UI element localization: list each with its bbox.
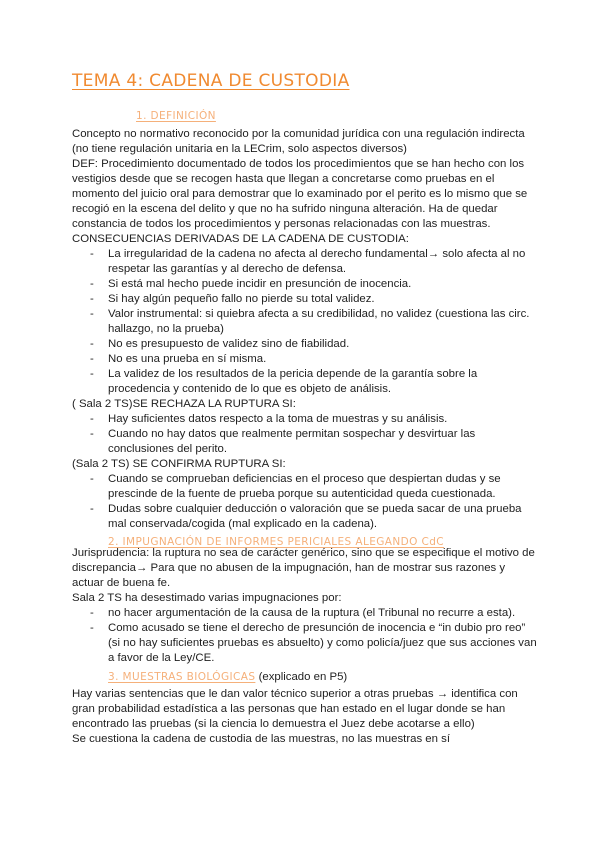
definition-line: constancia de todos los procedimientos y personas relacionadas con las muestras. — [72, 218, 491, 230]
page-title: TEMA 4: CADENA DE CUSTODIA — [72, 71, 350, 91]
concept-line: Concepto no normativo reconocido por la comunidad jurídica con una regulación indirecta — [72, 128, 525, 140]
samples-line: encontrado las pruebas (si la ciencia lo demuestra el Juez debe acotarse a ello) — [72, 718, 475, 730]
rejects-rupture-heading: ( Sala 2 TS)SE RECHAZA LA RUPTURA SI: — [72, 398, 296, 410]
samples-block — [72, 687, 542, 747]
list-item: - Valor instrumental: si quiebra afecta a su credibilidad, no validez (cuestiona las circ. hallazgo, no la prueba) — [72, 307, 542, 337]
samples-line: gran probabilidad estadística a las personas que han estado en el lugar donde se han — [72, 703, 506, 715]
list-item: - Si está mal hecho puede incidir en presunción de inocencia. — [72, 277, 542, 292]
confirms-rupture-list — [72, 472, 542, 532]
definition-line: vestigios desde que se recogen hasta que llegan a concretarse como pruebas en el — [72, 173, 495, 185]
list-item: - Como acusado se tiene el derecho de presunción de inocencia e “in dubio pro reo” (si no hay suficientes pruebas es absuelto) y como policía/juez que sus acciones van a favor de la Ley/CE. — [72, 621, 542, 666]
list-item: - La validez de los resultados de la pericia depende de la garantía sobre la procedencia y contenido de lo que es objeto de análisis. — [72, 367, 542, 397]
confirms-rupture-heading: (Sala 2 TS) SE CONFIRMA RUPTURA SI: — [72, 458, 286, 470]
section-heading-muestras: 3. MUESTRAS BIOLÓGICAS — [108, 671, 256, 683]
definition-line: recogió en la escena del delito y que no ha sufrido ninguna alteración. Ha de quedar — [72, 203, 498, 215]
list-item: - No es una prueba en sí misma. — [72, 352, 542, 367]
dismissed-heading: Sala 2 TS ha desestimado varias impugnaciones por: — [72, 592, 342, 604]
definition-line: momento del juicio oral para demostrar que lo examinado por el perito es lo mismo que se — [72, 188, 528, 200]
section-heading-impugnacion: 2. IMPUGNACIÓN DE INFORMES PERICIALES ALEGANDO CdC — [108, 536, 445, 548]
consequences-heading: CONSECUENCIAS DERIVADAS DE LA CADENA DE CUSTODIA: — [72, 233, 409, 245]
section-heading-definicion: 1. DEFINICIÓN — [136, 110, 216, 122]
definition-line: DEF: Procedimiento documentado de todos los procedimientos que se han hecho con los — [72, 158, 525, 170]
list-item: - Cuando se comprueban deficiencias en el proceso que despiertan dudas y se prescinde de la fuente de prueba porque su autenticidad queda cuestionada. — [72, 472, 542, 502]
samples-line: Hay varias sentencias que le dan valor técnico superior a otras pruebas → identifica con — [72, 688, 518, 700]
section-note: (explicado en P5) — [258, 671, 348, 683]
list-item: - Cuando no hay datos que realmente permitan sospechar y desvirtuar las conclusiones del perito. — [72, 427, 542, 457]
list-item: - Dudas sobre cualquier deducción o valoración que se pueda sacar de una prueba mal conservada/cogida (mal explicado en la cadena). — [72, 502, 542, 532]
jurisprudence-line: Jurisprudencia: la ruptura no sea de carácter genérico, sino que se especifique el motivo de — [72, 547, 535, 559]
jurisprudence-line: discrepancia→ Para que no abusen de la impugnación, han de mostrar sus razones y — [72, 562, 506, 574]
definition-block — [72, 127, 542, 550]
impugnation-block — [72, 546, 542, 685]
jurisprudence-line: actuar de buena fe. — [72, 577, 171, 589]
consequences-list — [72, 247, 542, 397]
concept-line: (no tiene regulación unitaria en la LECrim, solo aspectos diversos) — [72, 143, 407, 155]
list-item: - Si hay algún pequeño fallo no pierde su total validez. — [72, 292, 542, 307]
list-item: - no hacer argumentación de la causa de la ruptura (el Tribunal no recurre a esta). — [72, 606, 542, 621]
list-item: - No es presupuesto de validez sino de fiabilidad. — [72, 337, 542, 352]
dismissed-list — [72, 606, 542, 666]
rejects-rupture-list — [72, 412, 542, 457]
list-item: - La irregularidad de la cadena no afecta al derecho fundamental→ solo afecta al no respetar las garantías y al derecho de defensa. — [72, 247, 542, 277]
list-item: - Hay suficientes datos respecto a la toma de muestras y su análisis. — [72, 412, 542, 427]
samples-line: Se cuestiona la cadena de custodia de las muestras, no las muestras en sí — [72, 733, 451, 745]
